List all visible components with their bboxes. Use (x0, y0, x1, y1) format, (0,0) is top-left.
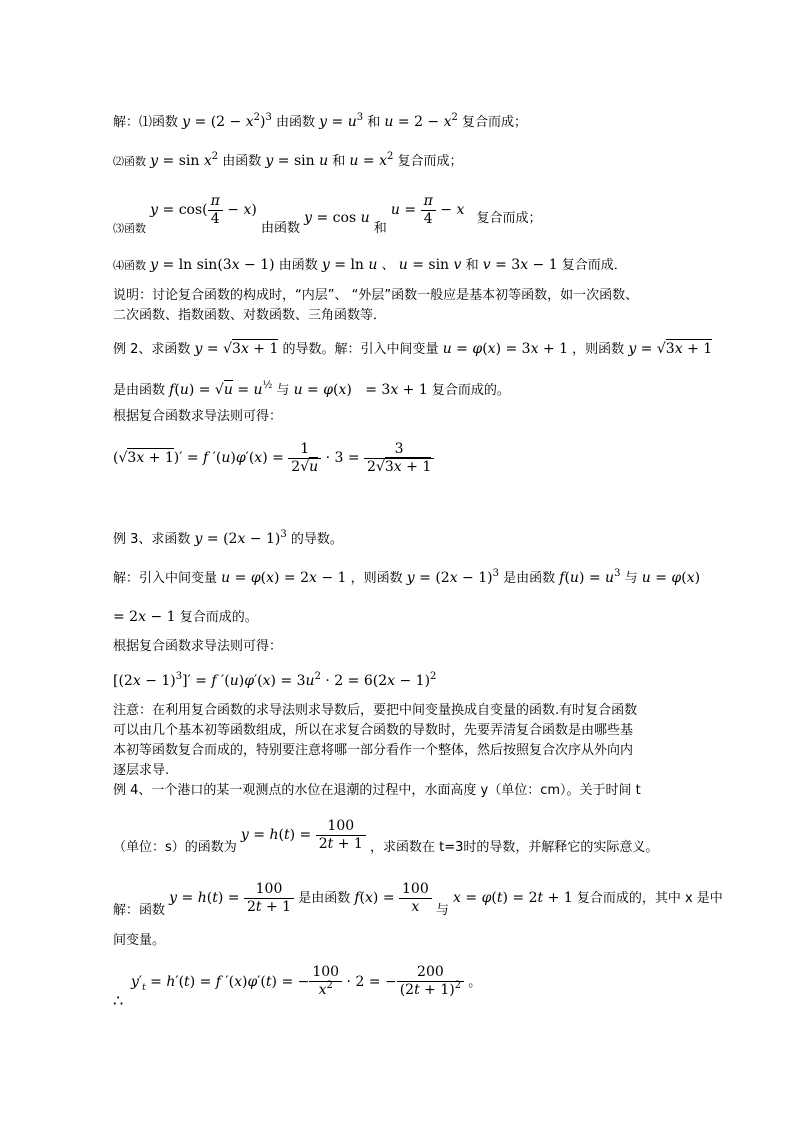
text: 的导数。 (290, 532, 343, 547)
formula: x = φ(t) = 2t + 1 (453, 890, 573, 906)
rule-line-2: 根据复合函数求导法则可得： (113, 639, 283, 654)
warning-line-4: 逐层求导. (113, 763, 170, 778)
formula: y = cos u (304, 210, 370, 226)
formula: u = φ(x) (641, 570, 701, 586)
formula: y = √3x + 1 (628, 341, 713, 357)
text: 复合而成； (397, 154, 463, 169)
text: 复合而成的。 (179, 610, 258, 625)
formula: u = sin v (398, 257, 462, 273)
formula: = 2x − 1 (113, 609, 176, 625)
text: 是由函数 (113, 383, 166, 398)
formula: y = ln sin(3x − 1) (150, 257, 275, 273)
text: 解：引入中间变量 (113, 571, 218, 586)
example-3-line (113, 530, 343, 550)
period: 。 (468, 975, 482, 990)
solution-line-3 (113, 190, 542, 249)
text: 由函数 (278, 258, 318, 273)
solution-line-1 (113, 113, 527, 133)
formula: f(x) = $\frac{100}{x}$ (354, 890, 431, 906)
text: 与 (435, 903, 449, 918)
formula: $y = \sin x^2$ (150, 151, 219, 169)
formula: $u = 2 - x^2$ (384, 112, 458, 130)
warning-line-2: 可以由几个基本初等函数组成，所以在求复合函数的导数时，先要弄清复合函数是由哪些基 (113, 723, 634, 738)
text: 由函数 (275, 115, 315, 130)
text: 复合而成的，其中 x 是中 (576, 891, 723, 906)
formula: $y = u^3$ (319, 112, 364, 130)
formula: $[(2x - 1)^3]' = f$ $'(u)\varphi'(x) = 3u^2 \cdot 2 = 6(2x - 1)^2$ (113, 671, 437, 689)
text: 解：⑴函数 (113, 115, 179, 130)
text: 是由函数 (298, 891, 351, 906)
text: 例 3、求函数 (113, 532, 191, 547)
derivative-formula-1 (113, 438, 434, 479)
formula: y = sin u (265, 153, 329, 169)
formula: y = cos( $\frac{\pi}{4}$ − x) (150, 192, 257, 227)
text: 与 (276, 383, 290, 398)
text: ⑶函数 (113, 222, 146, 235)
derivative-formula-2 (113, 672, 436, 692)
text: 例 2、求函数 (113, 342, 191, 357)
warning-line-1: 注意：在利用复合函数的求导法则求导数后，要把中间变量换成自变量的函数.有时复合函数 (113, 703, 638, 718)
text: 和 (373, 221, 387, 236)
note-line-2: 二次函数、指数函数、对数函数、三角函数等． (113, 308, 387, 323)
text: 和 (465, 258, 479, 273)
formula: $y = (2x - 1)^3$ (194, 529, 287, 547)
formula: u = φ(x) = 2x − 1 (221, 570, 347, 586)
text: 复合而成； (462, 115, 528, 130)
formula: $y'_t = h'(t) = f$ ′(x)φ′(t) = − $\frac{100}{x^2}$ · 2 = − $\frac{200}{(2t + 1)^2}$ (131, 974, 464, 990)
text: 和 (367, 115, 381, 130)
solution-4-line-1 (113, 878, 723, 931)
text: 复合而成的。 (431, 383, 510, 398)
text: 由函数 (222, 154, 262, 169)
text: 复合而成； (476, 211, 542, 226)
formula: y = h(t) = $\frac{100}{2t + 1}$ (169, 890, 294, 906)
formula: $u = x^2$ (349, 151, 394, 169)
text: 解：函数 (113, 903, 166, 918)
text: ⑵函数 (113, 155, 146, 168)
note-line-1: 说明：讨论复合函数的构成时，“内层”、 “外层”函数一般应是基本初等函数，如一次函数、 (113, 288, 639, 303)
therefore-symbol: ∴ (113, 991, 124, 1010)
text: ，求函数在 t=3时的导数，并解释它的实际意义。 (369, 840, 659, 855)
formula: $y = (2 - x^2)^3$ (182, 112, 272, 130)
solution-4-line-2: 间变量。 (113, 933, 166, 948)
example-4-line-1: 例 4、一个港口的某一观测点的水位在退潮的过程中，水面高度 y（单位：cm）。关于时间 t (113, 783, 641, 798)
formula: $f(u) = √u = u^{\frac{1}{2}}$ (169, 380, 273, 398)
solution-line-4 (113, 256, 627, 275)
formula: $y = (2x - 1)^3$ (406, 568, 499, 586)
formula: y = √3x + 1 (194, 341, 279, 357)
solution-3-line-2 (113, 608, 258, 627)
text: 与 (624, 571, 638, 586)
formula: y = h(t) = $\frac{100}{2t + 1}$ (241, 827, 366, 843)
rule-line-1: 根据复合函数求导法则可得： (113, 409, 283, 424)
example-2-line-1 (113, 340, 712, 359)
formula: u = φ(x) = 3x + 1 (442, 341, 569, 357)
formula: u = φ(x) = 3x + 1 (293, 382, 428, 398)
formula: y = ln u (321, 257, 378, 273)
formula: v = 3x − 1 (482, 257, 558, 273)
derivative-formula-3 (113, 962, 481, 1008)
example-2-line-2 (113, 381, 510, 401)
text: ，则函数 (572, 342, 625, 357)
text: ⑷函数 (113, 259, 146, 272)
text: 是由函数 (503, 571, 556, 586)
text: 复合而成． (561, 258, 627, 273)
text: （单位：s）的函数为 (113, 840, 237, 855)
text: ，则函数 (350, 571, 403, 586)
formula: (√3x + 1)′ = f ′(u)φ′(x) = $\frac{1}{2√u}$ · 3 = $\frac{3}{2√3x + 1}$ (113, 450, 434, 466)
example-4-line-2 (113, 815, 658, 868)
solution-line-2 (113, 152, 463, 172)
formula: u = $\frac{\pi}{4}$ − x (390, 192, 465, 227)
solution-3-line-1 (113, 569, 700, 589)
text: 由函数 (260, 221, 300, 236)
text: 和 (332, 154, 346, 169)
warning-line-3: 本初等函数复合而成的，特别要注意将哪一部分看作一个整体，然后按照复合次序从外向内 (113, 743, 634, 758)
formula: $f(u) = u^3$ (559, 568, 621, 586)
text: 、 (381, 258, 395, 273)
text: 的导数。解：引入中间变量 (282, 342, 439, 357)
